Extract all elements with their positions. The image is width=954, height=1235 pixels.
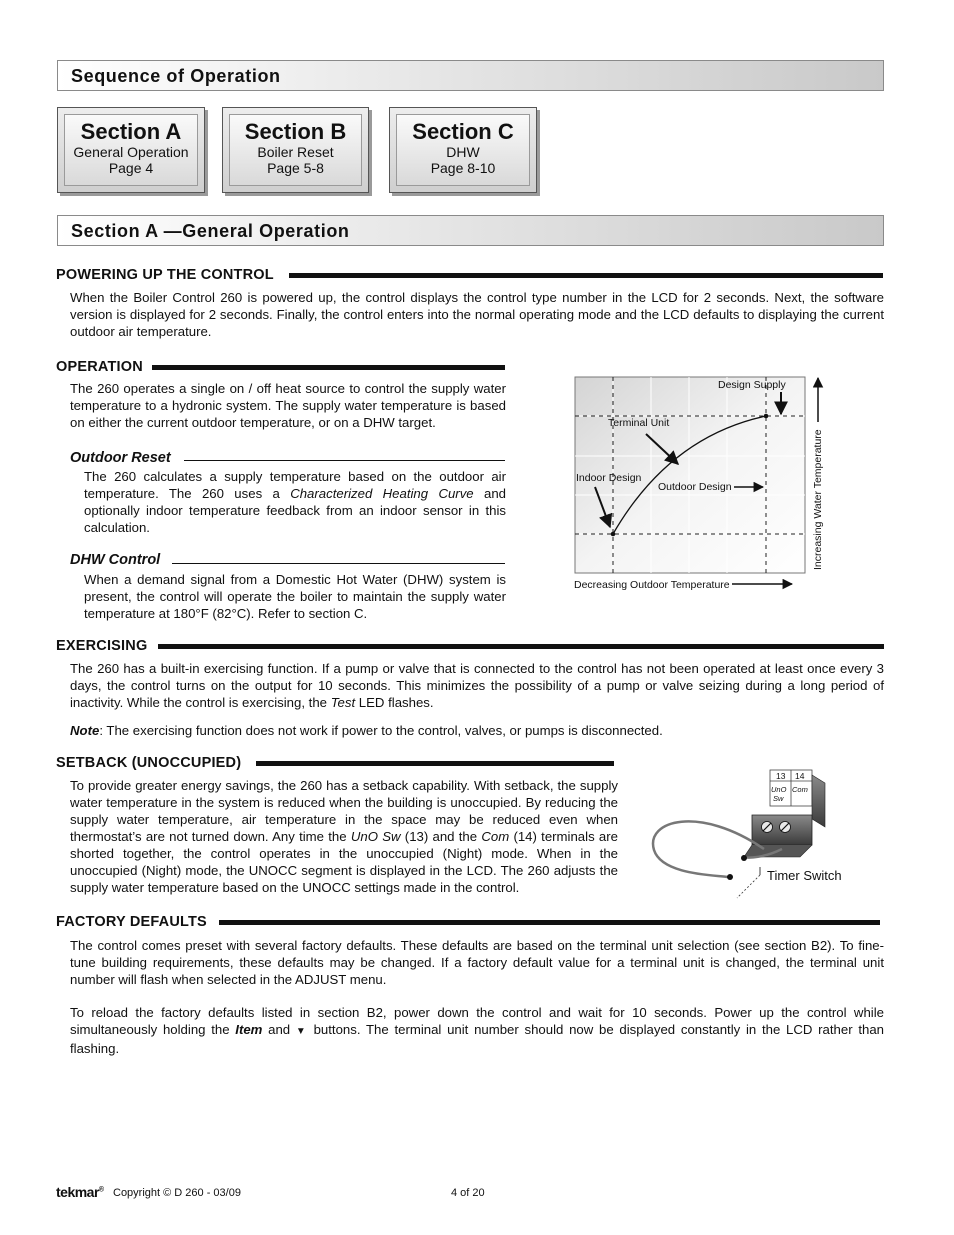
nav-section-c-title: Section C <box>412 119 514 144</box>
y-axis-label: Increasing Water Temperature <box>812 429 824 570</box>
operation-rule <box>152 365 505 370</box>
operation-body: The 260 operates a single on / off heat source to control the supply water temperature to a hydronic system. The supply water temperature is based on either the current outdoor temperature, or on a DHW target. <box>70 381 506 430</box>
setback-rule <box>256 761 614 766</box>
factory-defaults-rule <box>219 920 880 925</box>
outdoor-reset-body: The 260 calculates a supply temperature based on the outdoor air temperature. The 260 uses a Characterized Heating Curve and optionally indoor temperature feedback from an indoor sensor in this calculation. <box>84 469 506 535</box>
sequence-header-bar <box>57 60 884 91</box>
terminal-14-label: Com <box>792 785 808 794</box>
indoor-design-label: Indoor Design <box>576 472 642 484</box>
exercising-note: Note: The exercising function does not work if power to the control, valves, or pumps is disconnected. <box>70 723 663 738</box>
setback-heading: SETBACK (UNOCCUPIED) <box>56 755 242 771</box>
switch-contact-1 <box>727 874 733 880</box>
nav-section-a-title: Section A <box>80 119 182 144</box>
nav-section-b-title: Section B <box>244 119 347 144</box>
nav-section-b[interactable] <box>222 107 369 193</box>
powering-body: When the Boiler Control 260 is powered up, the control displays the control type number in the LCD for 2 seconds. Next, the software version is displayed for 2 seconds. Finally, the control enters into the normal operating mode and the LCD defaults to displaying the current outdoor air temperature. <box>70 290 884 339</box>
section-a-title: Section A —General Operation <box>71 221 350 241</box>
design-supply-label: Design Supply <box>718 379 786 391</box>
dhw-control-rule <box>172 563 505 564</box>
nav-section-a-page: Page 4 <box>108 160 154 176</box>
dhw-control-body: When a demand signal from a Domestic Hot Water (DHW) system is present, the control will operate the boiler to maintain the supply water temperature at 180°F (82°C). Refer to section C. <box>84 572 506 621</box>
timer-switch-illustration <box>640 765 860 905</box>
outdoor-reset-rule <box>184 460 505 461</box>
nav-section-a[interactable] <box>57 107 205 193</box>
nav-section-c[interactable] <box>389 107 537 193</box>
heating-curve-chart <box>570 370 840 600</box>
tekmar-logo: tekmar® <box>56 1184 104 1200</box>
terminal-unit-label: Terminal Unit <box>608 417 670 429</box>
nav-section-b-subtitle: Boiler Reset <box>257 144 334 160</box>
factory-defaults-body: The control comes preset with several factory defaults. These defaults are based on the terminal unit selection (see section B2). To fine-tune building requirements, these defaults may be changed. If a factory default value for a terminal unit is changed, the terminal unit number will flash when selected in the ADJUST menu. <box>70 938 884 987</box>
factory-defaults-reload: To reload the factory defaults listed in section B2, power down the control and wait for 10 seconds. Power up the control while simultaneously holding the Item and ▼ buttons. The terminal unit number should now be displayed constantly in the LCD rather than flashing. <box>70 1005 884 1056</box>
footer-page-number: 4 of 20 <box>451 1187 485 1199</box>
exercising-heading: EXERCISING <box>56 638 148 654</box>
dhw-control-heading: DHW Control <box>70 552 161 568</box>
factory-defaults-heading: FACTORY DEFAULTS <box>56 914 207 930</box>
footer-copyright: Copyright © D 260 - 03/09 <box>113 1187 241 1199</box>
indoor-design-point <box>611 532 616 537</box>
section-a-header-bar <box>57 215 884 246</box>
switch-contact-2 <box>741 855 747 861</box>
design-supply-point <box>764 414 769 419</box>
outdoor-design-label: Outdoor Design <box>658 481 732 493</box>
setback-body: To provide greater energy savings, the 260 has a setback capability. With setback, the supply water temperature in the system is reduced when the building is unoccupied. By reducing the supply water temperature, air temperature in the space may be reduced even when thermostat’s are not turned down. Any time the UnO Sw (13) and the Com (14) terminals are shorted together, the control operates in the unoccupied (Night) mode. When in the unoccupied (Night) mode, the UNOCC segment is displayed in the LCD. The 260 adjusts the supply water temperature based on the UNOCC settings made in the control. <box>70 778 618 895</box>
timer-switch-label: Timer Switch <box>767 868 842 883</box>
x-axis-label: Decreasing Outdoor Temperature <box>574 579 730 591</box>
nav-section-a-subtitle: General Operation <box>73 144 189 160</box>
terminal-14-number: 14 <box>795 771 805 781</box>
outdoor-reset-heading: Outdoor Reset <box>70 450 171 466</box>
nav-section-c-subtitle: DHW <box>446 144 480 160</box>
terminal-13-label-b: Sw <box>773 794 784 803</box>
nav-section-b-page: Page 5-8 <box>267 160 324 176</box>
sequence-title: Sequence of Operation <box>71 66 281 86</box>
exercising-body: The 260 has a built-in exercising function. If a pump or valve that is connected to the control has not been operated at least once every 3 days, the control turns on the output for 10 seconds. This minimizes the possibility of a pump or valve seizing during a long period of inactivity. While the control is exercising, the Test LED flashes. <box>70 661 884 710</box>
terminal-side <box>812 775 825 827</box>
operation-heading: OPERATION <box>56 359 143 375</box>
exercising-rule <box>158 644 884 649</box>
powering-heading: POWERING UP THE CONTROL <box>56 267 274 283</box>
terminal-13-label-a: UnO <box>771 785 787 794</box>
down-arrow-icon: ▼ <box>295 1026 308 1037</box>
powering-rule <box>289 273 883 278</box>
terminal-13-number: 13 <box>776 771 786 781</box>
nav-section-c-page: Page 8-10 <box>430 160 496 176</box>
timer-switch-wire-1 <box>653 821 764 877</box>
